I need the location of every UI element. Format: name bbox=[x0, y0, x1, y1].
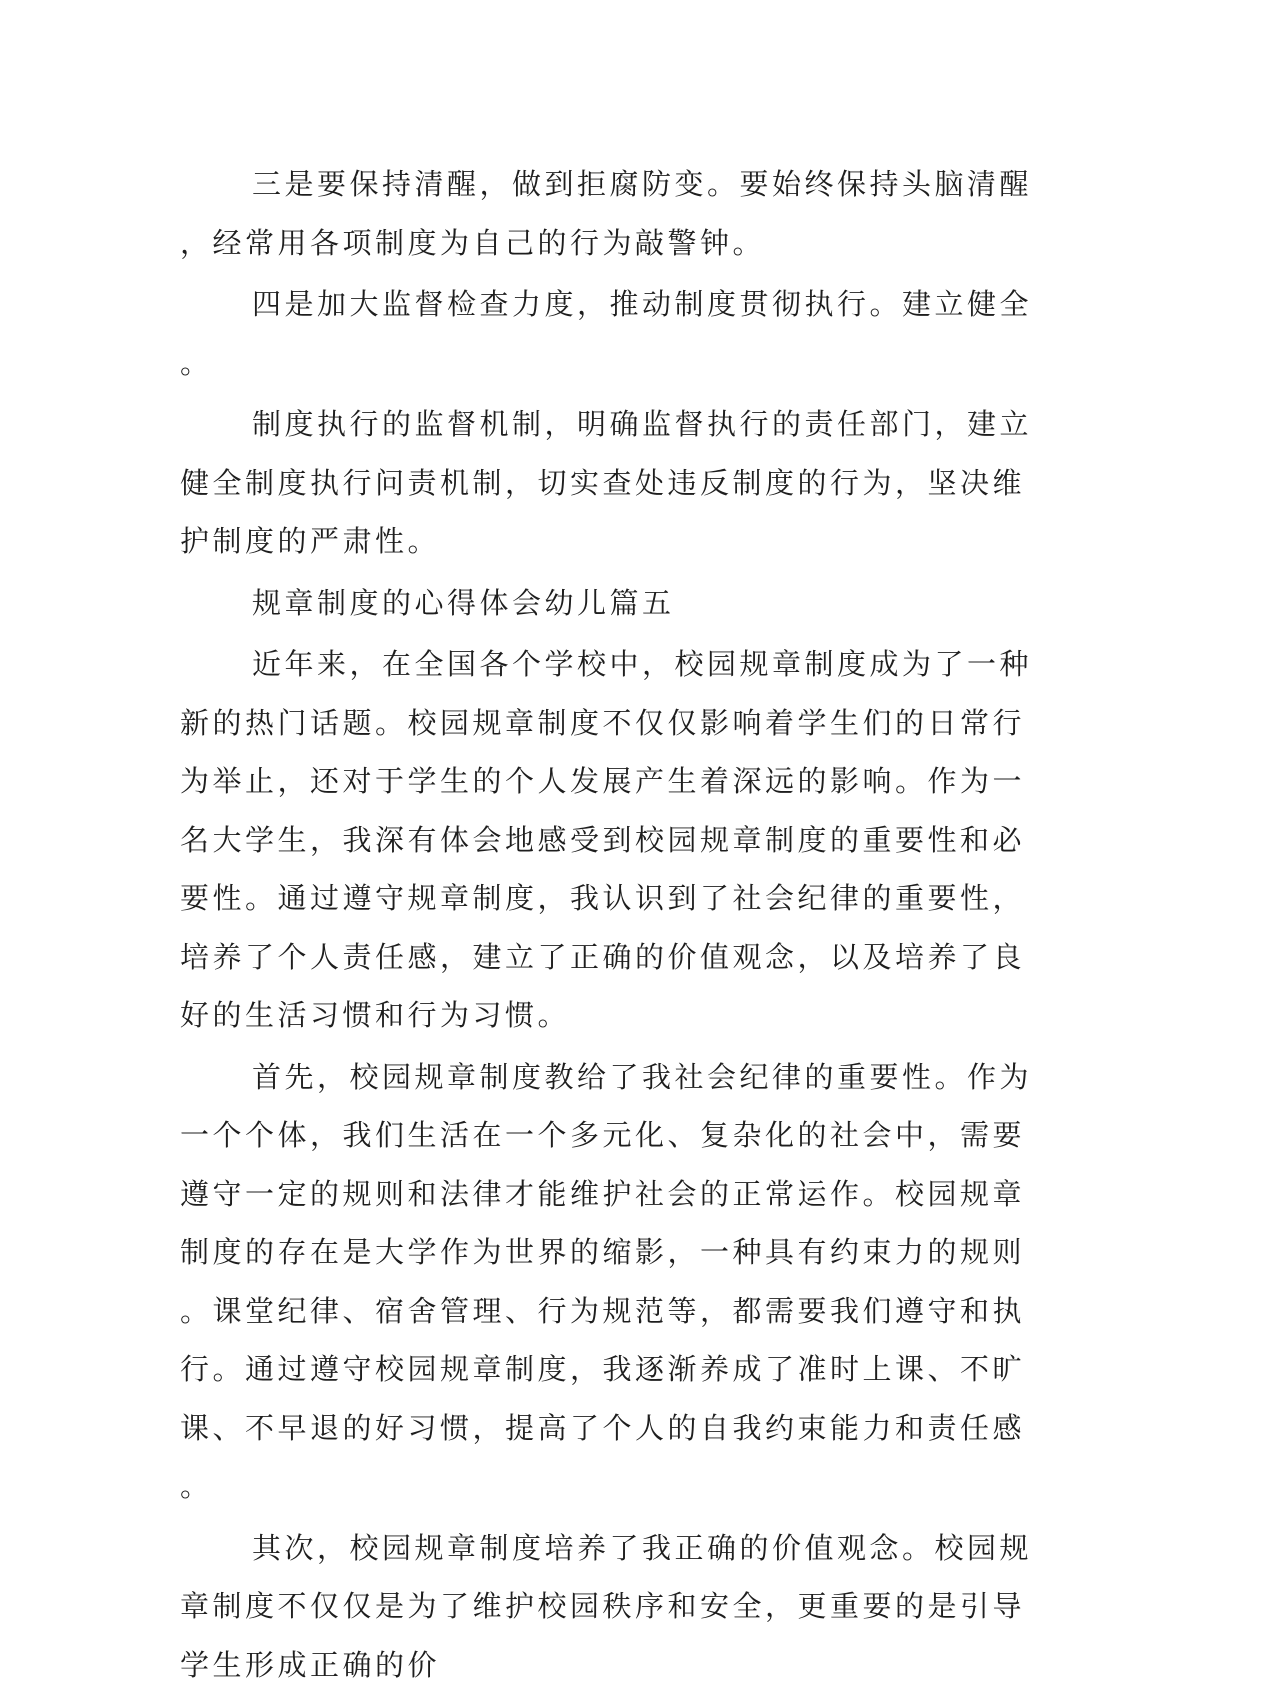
paragraph-supervision: 制度执行的监督机制，明确监督执行的责任部门，建立健全制度执行问责机制，切实查处违反制度的行为，坚决维护制度的严肃性。 bbox=[180, 395, 1040, 571]
paragraph-intro: 近年来，在全国各个学校中，校园规章制度成为了一种新的热门话题。校园规章制度不仅仅影响着学生们的日常行为举止，还对于学生的个人发展产生着深远的影响。作为一名大学生，我深有体会地感受到校园规章制度的重要性和必要性。通过遵守规章制度，我认识到了社会纪律的重要性，培养了个人责任感，建立了正确的价值观念，以及培养了良好的生活习惯和行为习惯。 bbox=[180, 635, 1040, 1045]
paragraph-4: 四是加大监督检查力度，推动制度贯彻执行。建立健全。 bbox=[180, 275, 1040, 392]
paragraph-first: 首先，校园规章制度教给了我社会纪律的重要性。作为一个个体，我们生活在一个多元化、复杂化的社会中，需要遵守一定的规则和法律才能维护社会的正常运作。校园规章制度的存在是大学作为世界的缩影，一种具有约束力的规则。课堂纪律、宿舍管理、行为规范等，都需要我们遵守和执行。通过遵守校园规章制度，我逐渐养成了准时上课、不旷课、不早退的好习惯，提高了个人的自我约束能力和责任感。 bbox=[180, 1048, 1040, 1516]
paragraph-second: 其次，校园规章制度培养了我正确的价值观念。校园规章制度不仅仅是为了维护校园秩序和安全，更重要的是引导学生形成正确的价 bbox=[180, 1519, 1040, 1694]
document-body bbox=[180, 155, 1040, 1694]
paragraph-3: 三是要保持清醒，做到拒腐防变。要始终保持头脑清醒，经常用各项制度为自己的行为敲警钟。 bbox=[180, 155, 1040, 272]
section-heading: 规章制度的心得体会幼儿篇五 bbox=[180, 574, 1040, 633]
